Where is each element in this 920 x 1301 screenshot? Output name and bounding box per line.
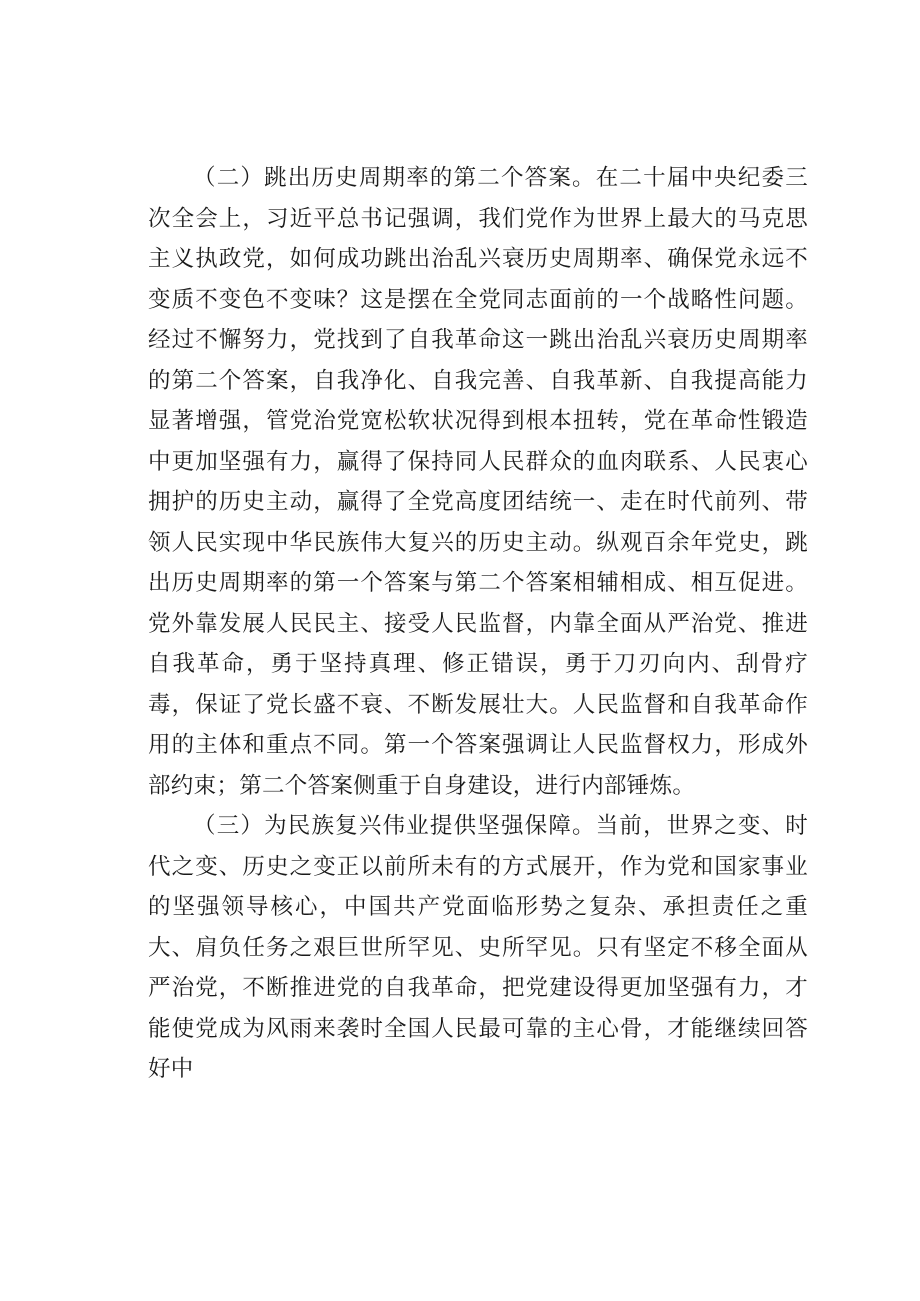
paragraph-section-two: （二）跳出历史周期率的第二个答案。在二十届中央纪委三次全会上，习近平总书记强调，我们党作为世界上最大的马克思主义执政党，如何成功跳出治乱兴衰历史周期率、确保党永远不变质不变色不变味？这是摆在全党同志面前的一个战略性问题。经过不懈努力，党找到了自我革命这一跳出治乱兴衰历史周期率的第二个答案，自我净化、自我完善、自我革新、自我提高能力显著增强，管党治党宽松软状况得到根本扭转，党在革命性锻造中更加坚强有力，赢得了保持同人民群众的血肉联系、人民衷心拥护的历史主动，赢得了全党高度团结统一、走在时代前列、带领人民实现中华民族伟大复兴的历史主动。纵观百余年党史，跳出历史周期率的第一个答案与第二个答案相辅相成、相互促进。党外靠发展人民民主、接受人民监督，内靠全面从严治党、推进自我革命，勇于坚持真理、修正错误，勇于刀刃向内、刮骨疗毒，保证了党长盛不衰、不断发展壮大。人民监督和自我革命作用的主体和重点不同。第一个答案强调让人民监督权力，形成外部约束；第二个答案侧重于自身建设，进行内部锤炼。 [148, 165, 808, 799]
paragraph-section-three: （三）为民族复兴伟业提供坚强保障。当前，世界之变、时代之变、历史之变正以前所未有的方式展开，作为党和国家事业的坚强领导核心，中国共产党面临形势之复杂、承担责任之重大、肩负任务之艰巨世所罕见、史所罕见。只有坚定不移全面从严治党，不断推进党的自我革命，把党建设得更加坚强有力，才能使党成为风雨来袭时全国人民最可靠的主心骨，才能继续回答好中 [148, 813, 808, 1082]
document-body [148, 158, 808, 1090]
